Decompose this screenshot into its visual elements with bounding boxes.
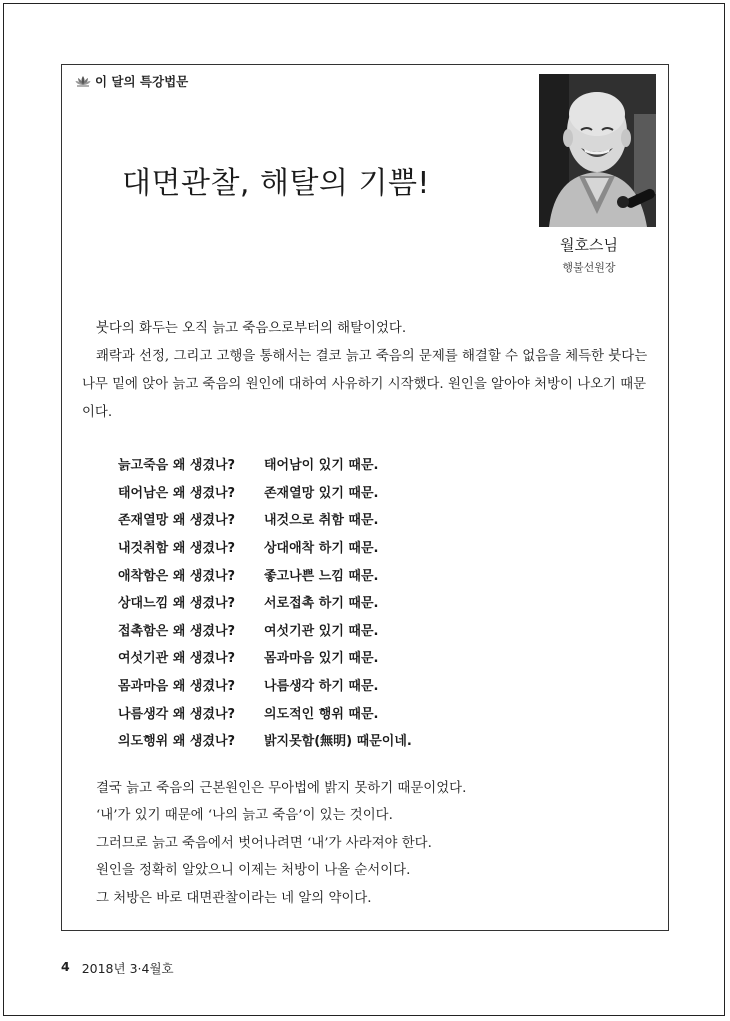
qa-question: 상대느낌 왜 생겼나? (118, 596, 236, 612)
closing-line: 그 처방은 바로 대면관찰이라는 네 알의 약이다. (96, 890, 372, 906)
qa-question: 존재열망 왜 생겼나? (118, 513, 236, 529)
closing-text (96, 775, 656, 912)
qa-question: 접촉함은 왜 생겼나? (118, 623, 236, 639)
author-name: 월호스님 (560, 236, 618, 254)
qa-question: 여섯기관 왜 생겼나? (118, 651, 236, 667)
qa-answer: 의도적인 행위 때문. (264, 706, 379, 722)
qa-answer: 존재열망 있기 때문. (264, 485, 379, 501)
page-title: 대면관찰, 해탈의 기쁨! (122, 166, 430, 201)
qa-answer: 좋고나쁜 느낌 때문. (264, 568, 379, 584)
intro-text (82, 315, 652, 427)
qa-question: 애착함은 왜 생겼나? (118, 568, 236, 584)
qa-row (118, 643, 438, 671)
qa-answer: 내것으로 취함 때문. (264, 513, 379, 529)
monk-portrait-image (539, 74, 656, 227)
author-title: 행불선원장 (562, 261, 616, 274)
qa-answer: 태어남이 있기 때문. (264, 458, 379, 474)
qa-question: 태어남은 왜 생겼나? (118, 485, 236, 501)
qa-question: 내것취함 왜 생겼나? (118, 541, 236, 557)
qa-row (118, 616, 438, 644)
intro-paragraph: 쾌락과 선정, 그리고 고행을 통해서는 결코 늙고 죽음의 문제를 해결할 수 없음을 체득한 붓다는 나무 밑에 앉아 늙고 죽음의 원인에 대하여 사유하기 시작했다. 원인을 알아야 처방이 나오기 때문이다. (82, 349, 648, 420)
closing-line: 그러므로 늙고 죽음에서 벗어나려면 ‘내’가 사라져야 한다. (96, 835, 432, 851)
lotus-icon (75, 75, 91, 87)
qa-answer: 상대애착 하기 때문. (264, 541, 379, 557)
qa-question: 나름생각 왜 생겼나? (118, 706, 236, 722)
author-photo (539, 74, 656, 227)
section-label (75, 72, 188, 90)
qa-row (118, 560, 438, 588)
qa-question: 의도행위 왜 생겼나? (118, 734, 236, 750)
qa-row (118, 505, 438, 533)
closing-line: 원인을 정확히 알았으니 이제는 처방이 나올 순서이다. (96, 863, 411, 879)
qa-row (118, 533, 438, 561)
qa-answer: 여섯기관 있기 때문. (264, 623, 379, 639)
qa-row (118, 671, 438, 699)
qa-row (118, 698, 438, 726)
qa-row (118, 588, 438, 616)
qa-answer: 몸과마음 있기 때문. (264, 651, 379, 667)
qa-answer: 밝지못함(無明) 때문이네. (264, 734, 412, 750)
qa-row (118, 726, 438, 754)
qa-row (118, 478, 438, 506)
intro-paragraph: 붓다의 화두는 오직 늙고 죽음으로부터의 해탈이었다. (96, 321, 407, 336)
qa-row (118, 450, 438, 478)
page-footer (61, 959, 174, 977)
section-label-text: 이 달의 특강법문 (95, 74, 189, 89)
issue-label: 2018년 3·4월호 (81, 961, 174, 976)
qa-question: 몸과마음 왜 생겼나? (118, 679, 236, 695)
closing-line: 결국 늙고 죽음의 근본원인은 무아법에 밝지 못하기 때문이었다. (96, 781, 467, 796)
qa-answer: 서로접촉 하기 때문. (264, 596, 379, 612)
qa-list (118, 450, 438, 754)
qa-answer: 나름생각 하기 때문. (264, 679, 379, 695)
page-number: 4 (61, 959, 70, 974)
qa-question: 늙고죽음 왜 생겼나? (118, 458, 236, 474)
closing-line: ‘내’가 있기 때문에 ‘나의 늙고 죽음’이 있는 것이다. (96, 808, 393, 824)
